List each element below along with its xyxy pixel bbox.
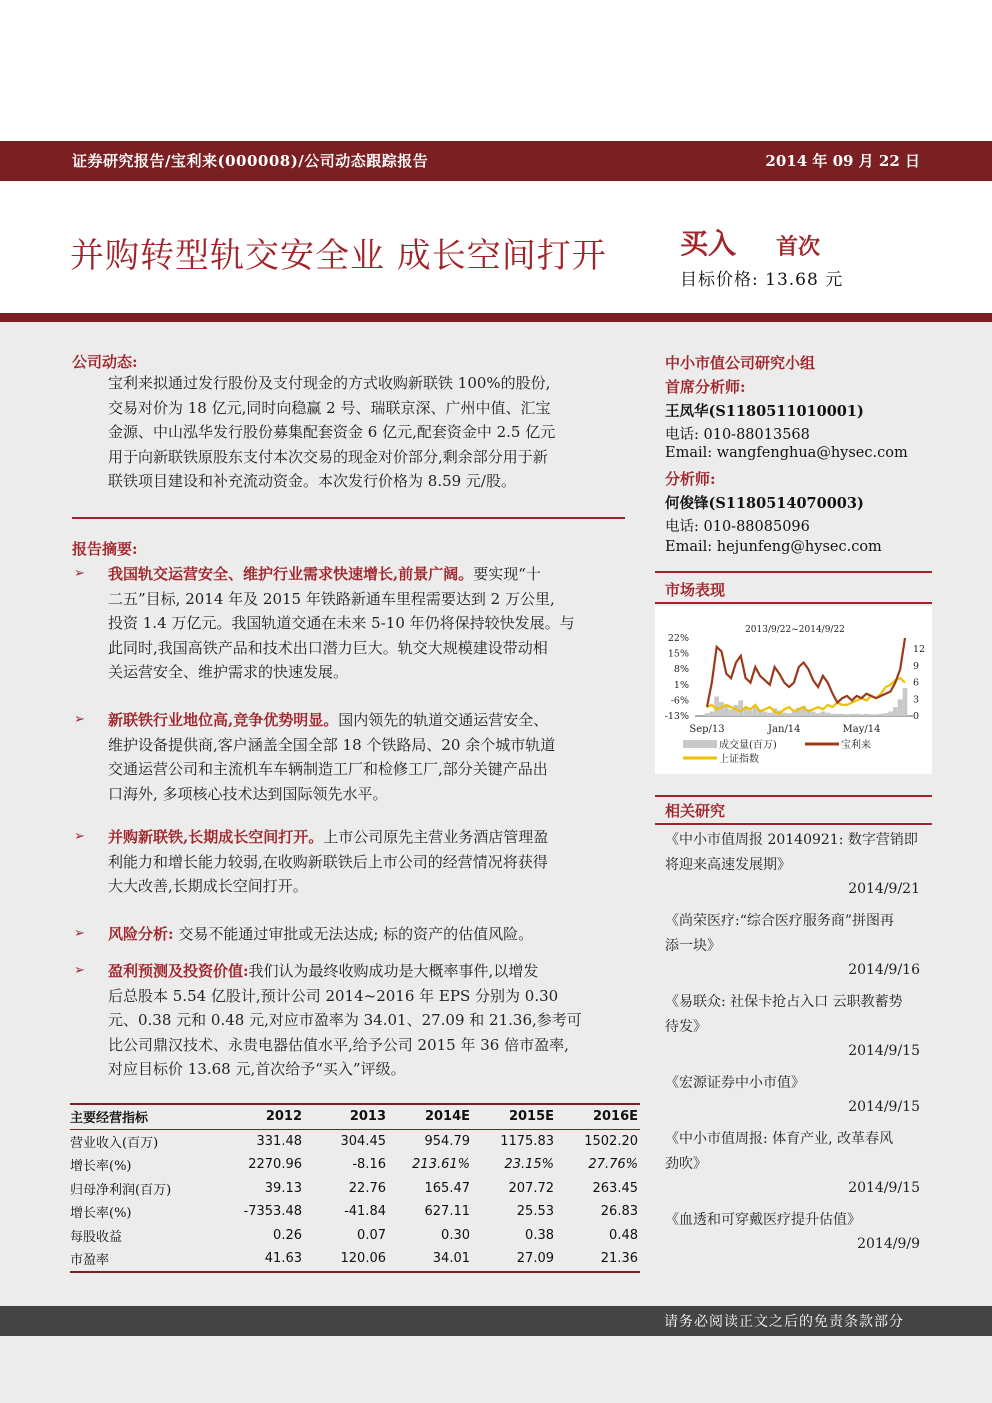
chief-analyst-name: 王凤华(S1180511010001) <box>665 403 864 420</box>
table-cell: 0.30 <box>441 1227 470 1243</box>
summary-bullet-text: 要实现“十 <box>473 565 541 583</box>
summary-bullet-line: 投资 1.4 万亿元。我国轨道交通在未来 5-10 年仍将保持较快发展。与 <box>108 614 575 632</box>
table-cell: 0.07 <box>357 1227 386 1243</box>
table-cell: 0.26 <box>273 1227 302 1243</box>
related-report-date: 2014/9/15 <box>848 1099 920 1115</box>
y-left-tick-label: -6% <box>670 695 689 707</box>
summary-bullet-highlight: 新联铁行业地位高,竞争优势明显。 <box>108 711 339 729</box>
table-cell: 41.63 <box>220 1247 304 1272</box>
volume-bar <box>782 713 787 716</box>
related-report-title-line: 将迎来高速发展期》 <box>665 857 791 873</box>
table-cell: 165.47 <box>424 1180 470 1196</box>
table-cell: 0.48 <box>609 1227 638 1243</box>
financial-table-wrap <box>70 1103 640 1273</box>
summary-bullet-line: 大大改善,长期成长空间打开。 <box>108 877 308 895</box>
summary-bullet-line: 此同时,我国高铁产品和技术出口潜力巨大。轨交大规模建设带动相 <box>108 638 548 657</box>
summary-bullet-line <box>108 825 628 850</box>
table-cell: 25.53 <box>516 1204 554 1220</box>
related-report-title-line: 《尚荣医疗:“综合医疗服务商”拼图再 <box>665 913 895 929</box>
volume-bar <box>898 699 903 716</box>
related-report-title-line: 添一块》 <box>665 938 721 954</box>
table-cell: 263.45 <box>592 1180 638 1196</box>
legend-label-volume: 成交量(百万) <box>719 740 777 751</box>
volume-bar <box>710 712 715 717</box>
table-cell: 21.36 <box>556 1247 640 1272</box>
table-cell: 120.06 <box>304 1247 388 1272</box>
y-right-tick-label: 9 <box>913 660 920 672</box>
table-header-cell: 2012 <box>220 1104 304 1129</box>
summary-title: 报告摘要: <box>72 540 138 558</box>
summary-bullet-line <box>108 562 628 587</box>
volume-bar <box>816 713 821 716</box>
table-header-cell: 2016E <box>556 1104 640 1129</box>
volume-bar <box>835 714 840 716</box>
related-report-title-line: 《易联众: 社保卡抢占入口 云职教蓄势 <box>665 994 903 1010</box>
bullet-arrow-icon: ➢ <box>74 963 85 978</box>
volume-bar <box>869 714 874 716</box>
bullet-arrow-icon: ➢ <box>74 829 85 844</box>
table-cell: 0.38 <box>525 1227 554 1243</box>
market-title: 市场表现 <box>665 581 726 599</box>
volume-bar <box>830 714 835 716</box>
news-line: 金源、中山泓华发行股份募集配套资金 6 亿元,配套资金中 2.5 亿元 <box>108 423 556 441</box>
analyst-phone: 电话: 010-88085096 <box>665 519 810 535</box>
y-right-tick-label: 0 <box>913 711 920 722</box>
volume-bar <box>850 714 855 716</box>
analyst-title: 分析师: <box>665 470 716 488</box>
company-news-body <box>108 371 628 494</box>
related-report-title-line: 《宏源证券中小市值》 <box>665 1075 805 1091</box>
table-cell: 2270.96 <box>248 1157 302 1173</box>
volume-bar <box>864 714 869 716</box>
volume-bar <box>903 688 908 716</box>
research-group: 中小市值公司研究小组 <box>665 354 816 372</box>
report-category: 证券研究报告/宝利来(000008)/公司动态跟踪报告 <box>72 152 429 170</box>
volume-bar <box>705 713 710 716</box>
summary-bullet-highlight: 并购新联铁,长期成长空间打开。 <box>108 828 324 846</box>
news-line: 用于向新联铁原股东支付本次交易的现金对价部分,剩余部分用于新 <box>108 447 548 466</box>
disclaimer-notice[interactable]: 请务必阅读正文之后的免责条款部分 <box>664 1314 904 1330</box>
volume-bar <box>748 710 753 716</box>
chart-title: 2013/9/22~2014/9/22 <box>745 625 845 635</box>
related-report-title-line: 待发》 <box>665 1019 707 1035</box>
summary-bullet <box>108 959 628 1082</box>
target-price: 目标价格: 13.68 元 <box>680 270 844 290</box>
y-left-tick-label: 22% <box>667 633 689 644</box>
related-research-title: 相关研究 <box>665 802 726 820</box>
related-report-date: 2014/9/16 <box>848 962 920 978</box>
volume-bar <box>792 712 797 716</box>
news-line: 宝利来拟通过发行股份及支付现金的方式收购新联铁 100%的股份, <box>108 374 551 392</box>
related-report-title-line: 《中小市值周报 20140921: 数字营销即 <box>665 832 918 848</box>
table-row <box>70 1224 640 1248</box>
divider <box>72 517 625 519</box>
y-right-tick-label: 3 <box>913 694 920 706</box>
summary-bullet-highlight: 风险分析: <box>108 925 174 943</box>
summary-bullet-line: 比公司鼎汉技术、永贵电器估值水平,给予公司 2015 年 36 倍市盈率, <box>108 1035 569 1054</box>
summary-bullet-highlight: 盈利预测及投资价值: <box>108 962 249 980</box>
summary-bullet-line <box>108 708 628 733</box>
divider <box>655 602 932 604</box>
table-row <box>70 1247 640 1272</box>
volume-bar <box>883 713 888 716</box>
volume-bar <box>729 709 734 716</box>
y-left-tick-label: 1% <box>673 679 689 691</box>
chief-analyst-title: 首席分析师: <box>665 378 746 396</box>
summary-bullet-line <box>108 959 628 984</box>
summary-bullet <box>108 922 628 947</box>
related-report-item[interactable] <box>665 909 927 959</box>
x-tick-label: Jan/14 <box>768 724 801 735</box>
table-cell: 331.48 <box>256 1133 302 1149</box>
analyst-email[interactable]: Email: hejunfeng@hysec.com <box>665 539 882 555</box>
volume-bar <box>859 714 864 716</box>
table-cell: -7353.48 <box>243 1204 302 1220</box>
volume-bar <box>840 714 845 716</box>
table-cell: 213.61% <box>412 1157 470 1173</box>
summary-bullet <box>108 825 628 899</box>
table-cell: 增长率(%) <box>70 1159 132 1175</box>
bullet-arrow-icon: ➢ <box>74 926 85 941</box>
analyst-name: 何俊锋(S1180514070003) <box>665 495 864 512</box>
separator-bar <box>0 313 992 322</box>
table-cell: 304.45 <box>340 1133 386 1149</box>
table-cell: -41.84 <box>344 1204 386 1220</box>
summary-bullet-text: 国内领先的轨道交通运营安全、 <box>338 711 549 729</box>
table-cell: 26.83 <box>600 1204 638 1220</box>
report-title: 并购转型轨交安全业 成长空间打开 <box>70 236 607 276</box>
chief-analyst-phone: 电话: 010-88013568 <box>665 427 810 443</box>
table-cell: 27.09 <box>472 1247 556 1272</box>
volume-bar <box>821 712 826 717</box>
chief-analyst-email[interactable]: Email: wangfenghua@hysec.com <box>665 445 908 461</box>
summary-bullet-line: 利能力和增长能力较弱,在收购新联铁后上市公司的经营情况将获得 <box>108 852 548 871</box>
y-right-tick-label: 12 <box>913 644 926 656</box>
table-cell: -8.16 <box>352 1157 386 1173</box>
footer-background <box>0 1336 992 1403</box>
table-cell: 每股收益 <box>70 1229 123 1245</box>
volume-bar <box>811 712 816 717</box>
divider <box>655 823 932 825</box>
table-row <box>70 1129 640 1153</box>
table-cell: 22.76 <box>348 1180 386 1196</box>
table-cell: 增长率(%) <box>70 1206 132 1222</box>
news-line: 联铁项目建设和补充流动资金。本次发行价格为 8.59 元/股。 <box>108 472 516 490</box>
table-header-row <box>70 1104 640 1129</box>
bullet-arrow-icon: ➢ <box>74 712 85 727</box>
summary-bullet-line: 交通运营公司和主流机车车辆制造工厂和检修工厂,部分关键产品出 <box>108 760 548 778</box>
table-row <box>70 1200 640 1224</box>
volume-bar <box>724 706 729 716</box>
market-chart <box>655 606 932 774</box>
news-line: 交易对价为 18 亿元,同时向稳赢 2 号、瑞联京深、广州中值、汇宝 <box>108 398 551 417</box>
summary-bullet-line: 维护设备提供商,客户涵盖全国全部 18 个铁路局、20 余个城市轨道 <box>108 735 556 754</box>
related-report-item[interactable] <box>665 990 927 1040</box>
table-cell: 1175.83 <box>500 1133 554 1149</box>
volume-bar <box>825 713 830 716</box>
volume-bar <box>893 707 898 716</box>
volume-bar <box>767 713 772 716</box>
table-cell: 市盈率 <box>70 1247 220 1272</box>
volume-bar <box>879 714 884 716</box>
related-report-item[interactable] <box>665 1071 927 1096</box>
divider <box>655 571 932 573</box>
related-report-date: 2014/9/15 <box>848 1180 920 1196</box>
y-left-tick-label: 8% <box>673 664 689 676</box>
volume-bar <box>888 712 893 717</box>
summary-bullet-line: 口海外, 多项核心技术达到国际领先水平。 <box>108 784 388 803</box>
legend-label-index: 上证指数 <box>719 754 759 765</box>
summary-bullet-line: 关运营安全、维护需求的快速发展。 <box>108 663 349 681</box>
y-right-tick-label: 6 <box>913 677 920 689</box>
related-report-date: 2014/9/21 <box>848 881 920 897</box>
summary-bullet-line: 二五”目标, 2014 年及 2015 年铁路新通车里程需要达到 2 万公里, <box>108 589 555 608</box>
related-report-item[interactable] <box>665 828 927 878</box>
volume-bar <box>714 697 719 717</box>
table-header-cell: 主要经营指标 <box>70 1104 220 1129</box>
x-tick-label: Sep/13 <box>689 724 725 735</box>
divider <box>655 795 932 797</box>
table-cell: 34.01 <box>388 1247 472 1272</box>
table-cell: 627.11 <box>424 1204 470 1220</box>
table-cell: 27.76% <box>588 1157 638 1173</box>
volume-bar <box>854 714 859 716</box>
volume-bar <box>874 714 879 716</box>
rating-label: 买入 <box>680 227 737 260</box>
related-report-title-line: 《血透和可穿戴医疗提升估值》 <box>665 1212 861 1228</box>
related-report-date: 2014/9/15 <box>848 1043 920 1059</box>
bullet-arrow-icon: ➢ <box>74 566 85 581</box>
volume-bar <box>845 714 850 716</box>
rating-sub-label: 首次 <box>776 234 821 260</box>
volume-bar <box>787 713 792 716</box>
table-cell: 营业收入(百万) <box>70 1135 159 1151</box>
related-report-title-line: 《中小市值周报: 体育产业, 改革春风 <box>665 1131 894 1147</box>
summary-bullet-line: 后总股本 5.54 亿股计,预计公司 2014~2016 年 EPS 分别为 0.30 <box>108 986 559 1005</box>
table-cell: 1502.20 <box>584 1133 638 1149</box>
summary-bullet-line: 对应目标价 13.68 元,首次给予“买入”评级。 <box>108 1060 406 1078</box>
table-cell: 207.72 <box>508 1180 554 1196</box>
volume-bar <box>738 700 743 716</box>
summary-bullet-text: 交易不能通过审批或无法达成; 标的资产的估值风险。 <box>173 925 534 943</box>
summary-bullet <box>108 562 628 685</box>
summary-bullet <box>108 708 628 806</box>
summary-bullet-line <box>108 922 628 947</box>
table-header-cell: 2013 <box>304 1104 388 1129</box>
y-left-tick-label: -13% <box>664 711 689 722</box>
related-report-item[interactable] <box>665 1208 927 1233</box>
table-header-cell: 2015E <box>472 1104 556 1129</box>
volume-bar <box>763 712 768 717</box>
legend-label-company: 宝利来 <box>841 740 871 751</box>
table-cell: 23.15% <box>504 1157 554 1173</box>
x-ticks <box>689 724 880 735</box>
financial-table <box>70 1103 640 1273</box>
summary-bullet-highlight: 我国轨交运营安全、维护行业需求快速增长,前景广阔。 <box>108 565 474 583</box>
x-tick-label: May/14 <box>842 724 881 735</box>
table-header-cell: 2014E <box>388 1104 472 1129</box>
legend-swatch-volume <box>683 740 717 748</box>
summary-bullet-text: 我们认为最终收购成功是大概率事件,以增发 <box>248 962 539 980</box>
summary-bullet-text: 上市公司原先主营业务酒店管理盈 <box>323 828 549 846</box>
table-cell: 954.79 <box>424 1133 470 1149</box>
related-report-item[interactable] <box>665 1127 927 1177</box>
related-report-date: 2014/9/9 <box>857 1236 920 1252</box>
summary-bullet-line: 元、0.38 元和 0.48 元,对应市盈率为 34.01、27.09 和 21.36,参考可 <box>108 1011 582 1029</box>
table-cell: 归母净利润(百万) <box>70 1182 172 1198</box>
table-cell: 39.13 <box>264 1180 302 1196</box>
report-date: 2014 年 09 月 22 日 <box>765 152 920 170</box>
company-news-title: 公司动态: <box>72 353 138 371</box>
y-left-tick-label: 15% <box>667 648 689 660</box>
table-row <box>70 1153 640 1177</box>
related-report-title-line: 劲吹》 <box>665 1156 707 1172</box>
table-row <box>70 1177 640 1201</box>
